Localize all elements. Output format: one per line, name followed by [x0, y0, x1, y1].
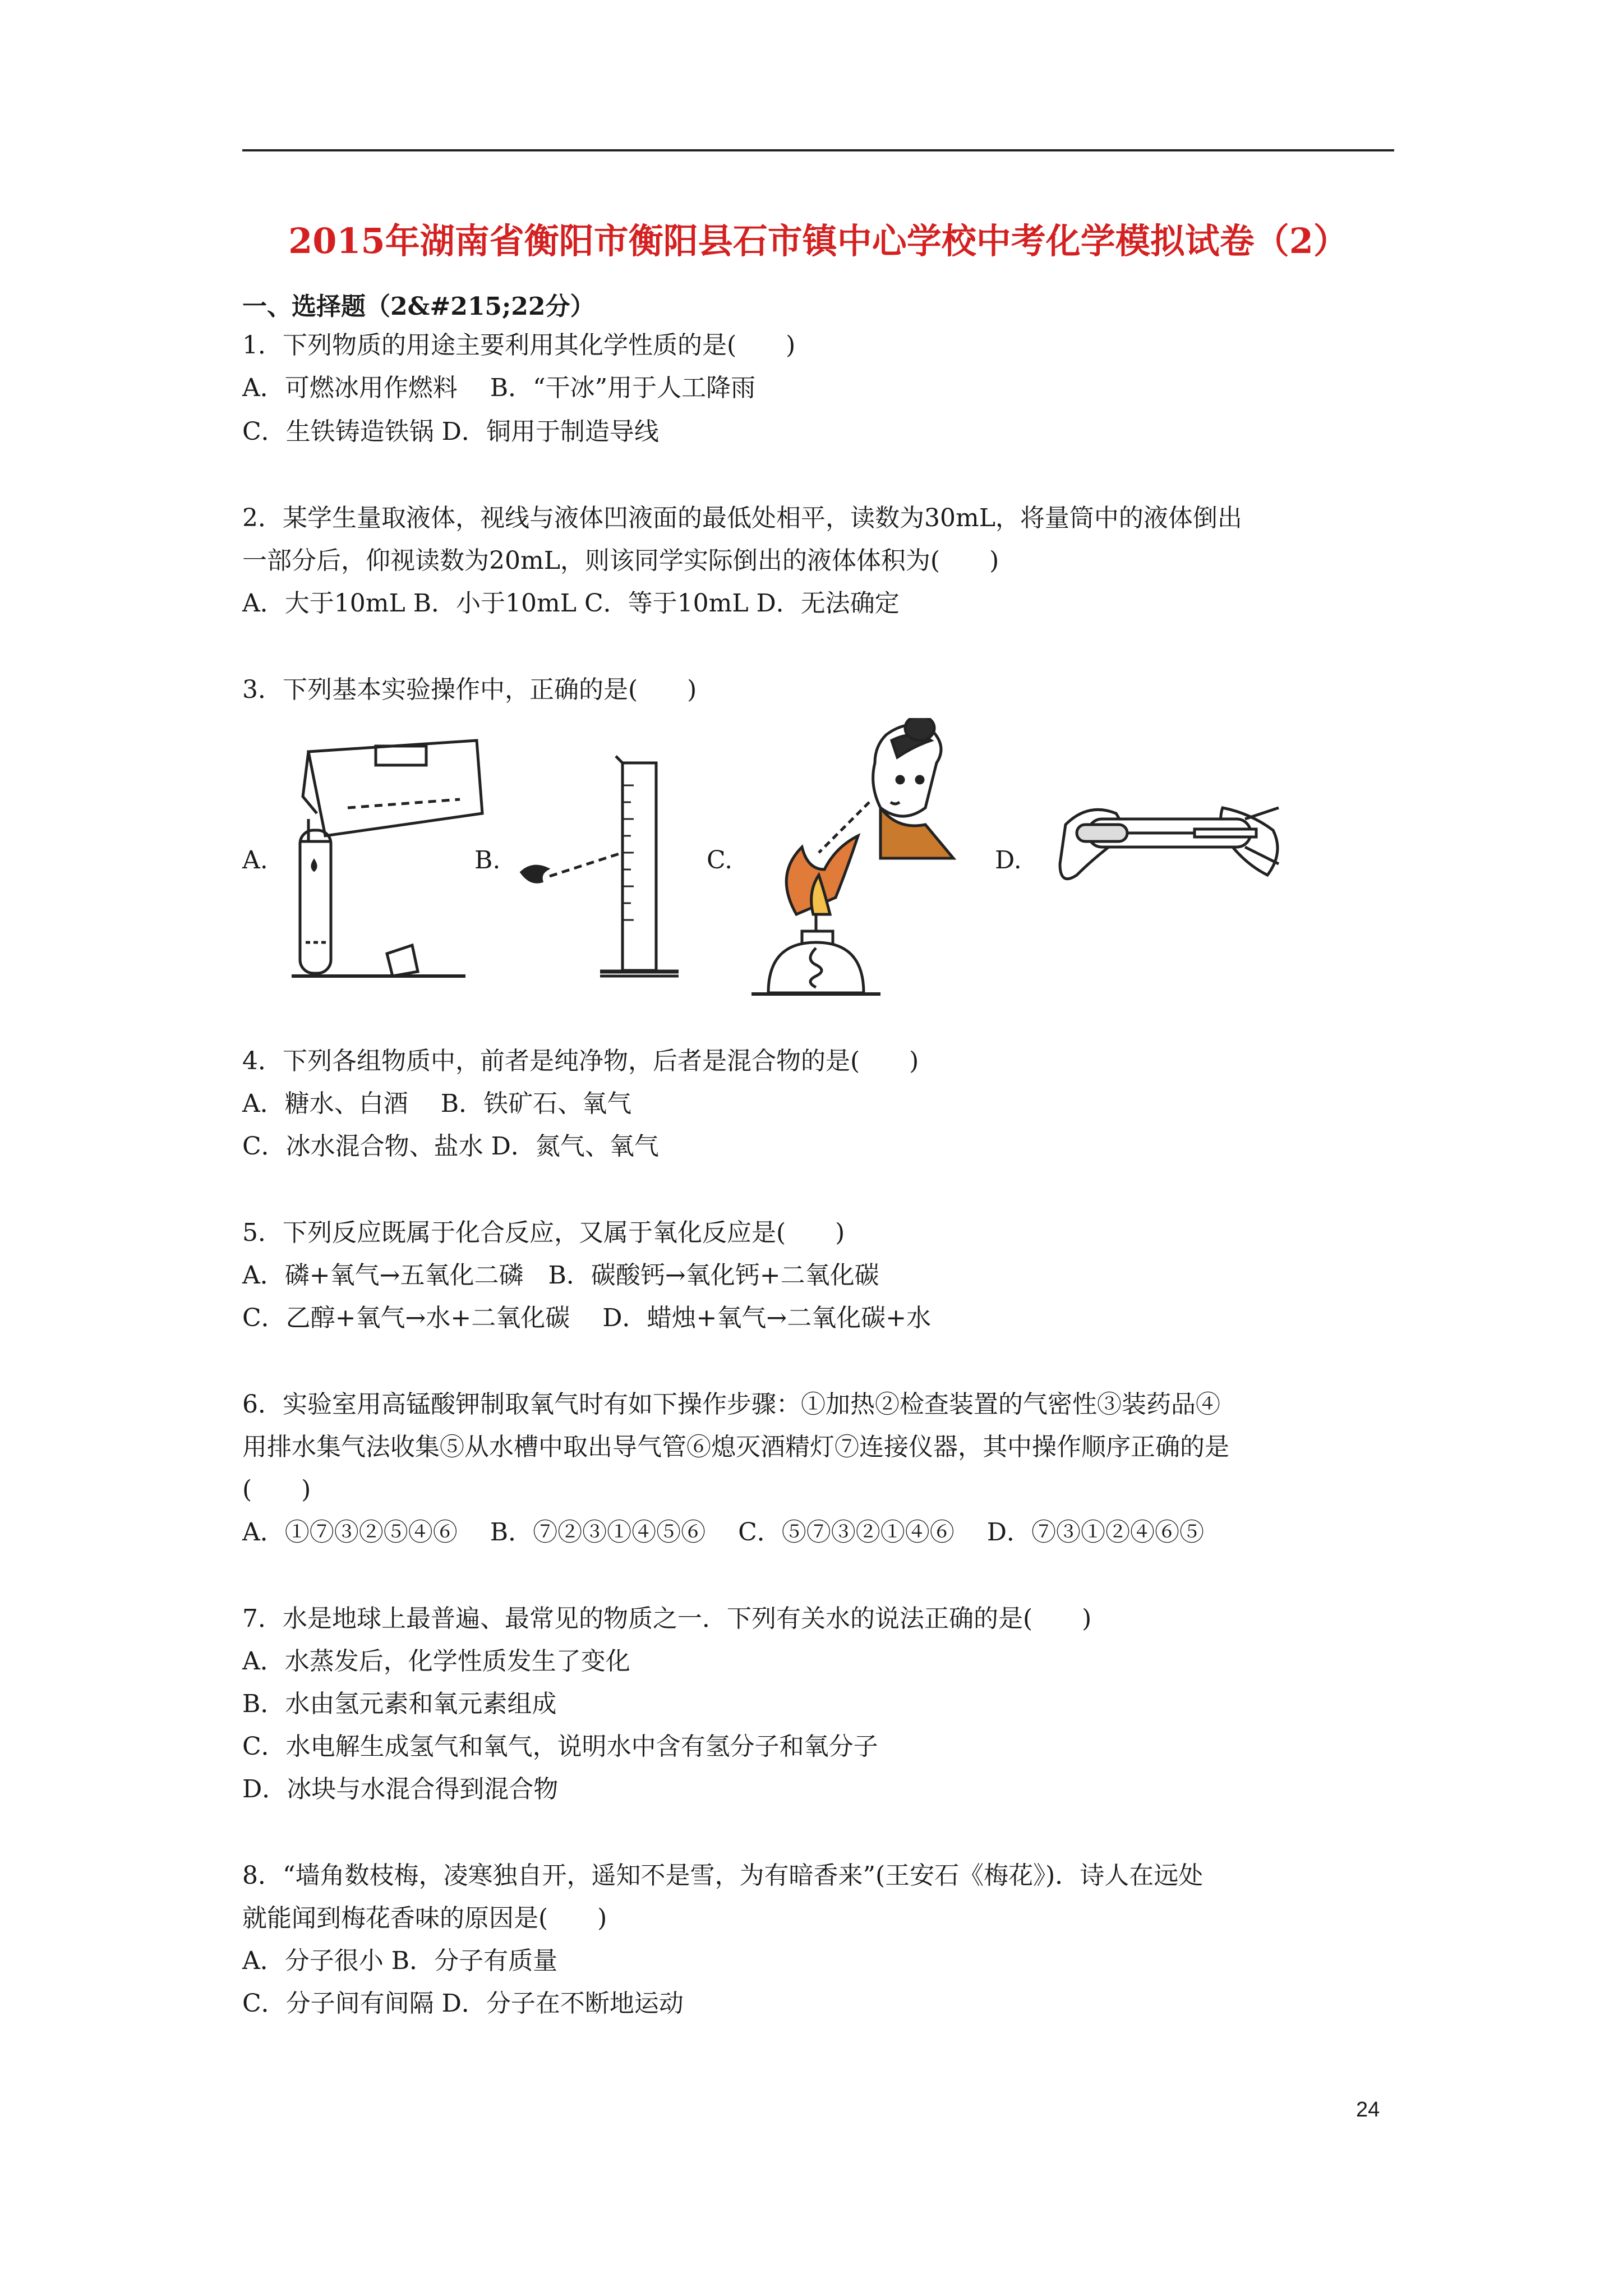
figure-cylinder-reading	[516, 752, 707, 993]
q5-stem: 5．下列反应既属于化合反应，又属于氧化反应是( )	[242, 1218, 845, 1247]
header-rule	[242, 149, 1394, 151]
q7-option-d: D．冰块与水混合得到混合物	[242, 1775, 559, 1803]
q2-stem-line2: 一部分后，仰视读数为20mL，则该同学实际倒出的液体体积为( )	[242, 546, 999, 575]
q8-stem-line2: 就能闻到梅花香味的原因是( )	[242, 1904, 607, 1932]
q6-stem-line2: 用排水集气法收集⑤从水槽中取出导气管⑥熄灭酒精灯⑦连接仪器，其中操作顺序正确的是	[242, 1433, 1229, 1461]
q3-label-d: D.	[995, 846, 1022, 875]
page-title: 2015年湖南省衡阳市衡阳县石市镇中心学校中考化学模拟试卷（2）	[288, 220, 1348, 261]
q3-label-a: A.	[242, 846, 268, 875]
q4-stem: 4．下列各组物质中，前者是纯净物，后者是混合物的是( )	[242, 1047, 919, 1075]
q6-stem-line1: 6．实验室用高锰酸钾制取氧气时有如下操作步骤：①加热②检查装置的气密性③装药品④	[242, 1390, 1220, 1419]
q5-options-ab: A．磷+氧气→五氧化二磷 B．碳酸钙→氧化钙+二氧化碳	[242, 1261, 879, 1290]
q7-option-c: C．水电解生成氢气和氧气，说明水中含有氢分子和氧分子	[242, 1732, 878, 1761]
q3-label-b: B.	[474, 846, 501, 875]
q4-options-cd: C．冰水混合物、盐水 D．氮气、氧气	[242, 1132, 659, 1161]
q5-options-cd: C．乙醇+氧气→水+二氧化碳 D．蜡烛+氧气→二氧化碳+水	[242, 1304, 932, 1332]
q7-stem: 7．水是地球上最普遍、最常见的物质之一．下列有关水的说法正确的是( )	[242, 1604, 1092, 1633]
q7-option-a: A．水蒸发后，化学性质发生了变化	[242, 1647, 630, 1676]
q1-options-cd: C．生铁铸造铁锅 D．铜用于制造导线	[242, 417, 659, 446]
q8-options-ab: A．分子很小 B．分子有质量	[242, 1947, 558, 1975]
q6-options: A．①⑦③②⑤④⑥ B．⑦②③①④⑤⑥ C．⑤⑦③②①④⑥ D．⑦③①②④⑥⑤	[242, 1518, 1205, 1547]
figure-holding-test-tube	[1054, 785, 1290, 942]
q1-options-ab: A．可燃冰用作燃料 B．“干冰”用于人工降雨	[242, 374, 756, 402]
q4-options-ab: A．糖水、白酒 B．铁矿石、氧气	[242, 1089, 632, 1118]
q6-stem-line3: ( )	[242, 1475, 311, 1504]
q8-stem-line1: 8．“墙角数枝梅，凌寒独自开，遥知不是雪，为有暗香来”(王安石《梅花》)．诗人在远处	[242, 1861, 1204, 1890]
q3-stem: 3．下列基本实验操作中，正确的是( )	[242, 675, 697, 704]
q8-options-cd: C．分子间有间隔 D．分子在不断地运动	[242, 1989, 684, 2018]
page-number: 24	[1356, 2098, 1380, 2122]
figure-pouring-liquid	[292, 729, 505, 993]
section-heading: 一、选择题（2&#215;22分）	[242, 292, 595, 321]
figure-blowing-lamp	[751, 718, 987, 999]
q2-stem-line1: 2．某学生量取液体，视线与液体凹液面的最低处相平，读数为30mL，将量筒中的液体倒出	[242, 504, 1242, 532]
q7-option-b: B．水由氢元素和氧元素组成	[242, 1690, 557, 1718]
q3-label-c: C.	[707, 846, 733, 875]
q1-stem: 1．下列物质的用途主要利用其化学性质的是( )	[242, 331, 796, 360]
q2-options: A．大于10mL B．小于10mL C．等于10mL D．无法确定	[242, 589, 900, 618]
